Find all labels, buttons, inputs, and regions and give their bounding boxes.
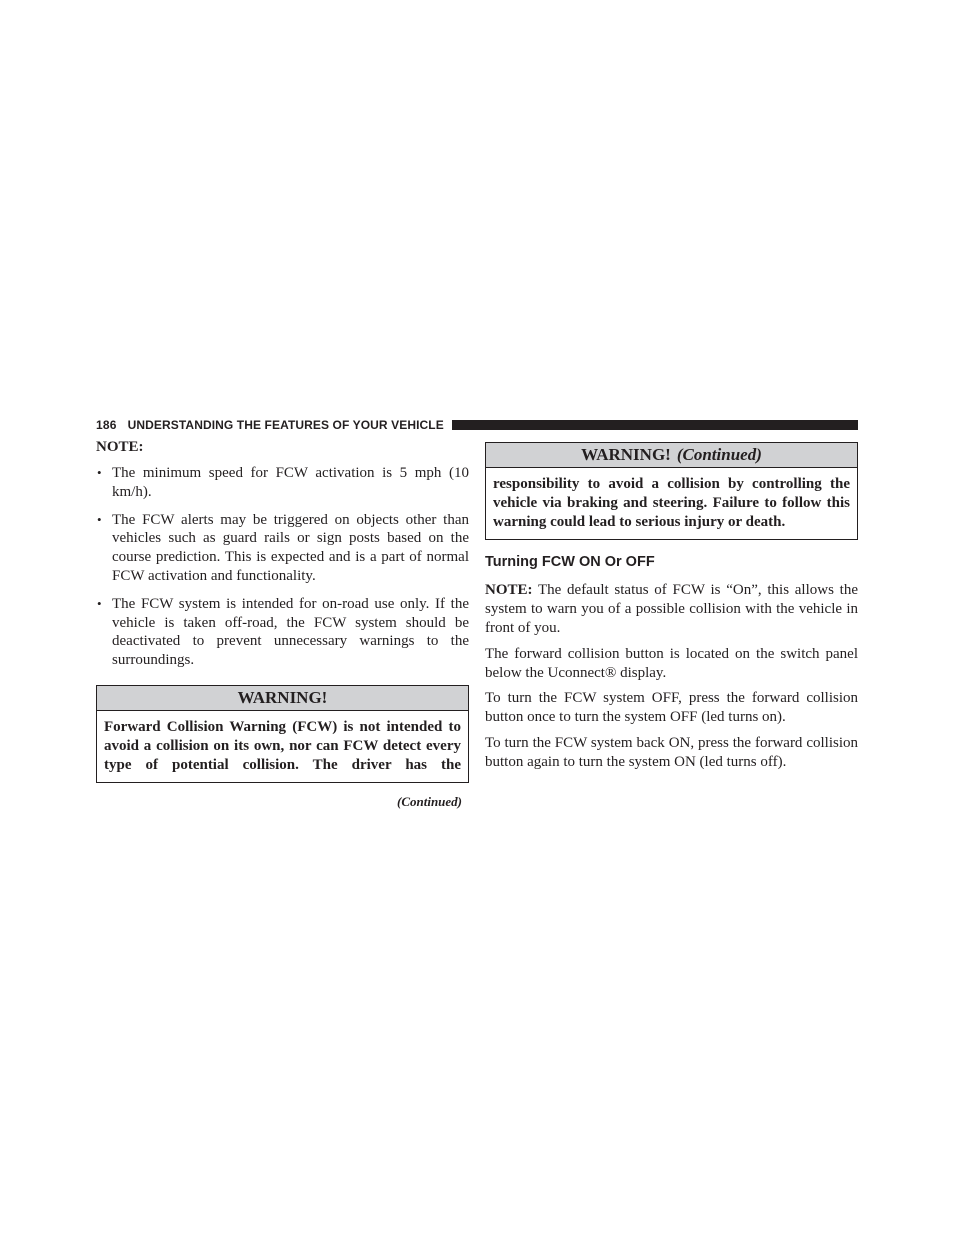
warning-title: WARNING! bbox=[97, 686, 468, 711]
bullet-icon: • bbox=[97, 595, 102, 611]
header-rule bbox=[452, 420, 858, 430]
continued-tag: (Continued) bbox=[676, 445, 762, 464]
section-title: UNDERSTANDING THE FEATURES OF YOUR VEHICLE bbox=[127, 418, 444, 432]
left-column bbox=[96, 438, 469, 810]
warning-text-continued: responsibility to avoid a collision by controlling the vehicle via braking and steering. Failure to follow this warning could lead to serious injury or death. bbox=[493, 476, 850, 530]
page-header bbox=[96, 417, 858, 433]
right-column bbox=[485, 438, 858, 779]
list-item: • The FCW system is intended for on-road use only. If the vehicle is taken off-road, the FCW system should be deactivated to prevent unnecessary warnings to the surroundings. bbox=[97, 595, 469, 669]
note-paragraph: NOTE: The default status of FCW is “On”, this allows the system to warn you of a possible collision with the vehicle in front of you. bbox=[485, 582, 858, 636]
list-item: • The FCW alerts may be triggered on objects other than vehicles such as guard rails or sign posts based on the course prediction. This is expected and is a part of normal FCW activation and functionality. bbox=[97, 511, 469, 584]
bullet-icon: • bbox=[97, 511, 102, 527]
page-number: 186 bbox=[96, 418, 117, 432]
bullet-icon: • bbox=[97, 465, 102, 480]
continued-label: (Continued) bbox=[396, 794, 462, 810]
subheading: Turning FCW ON Or OFF bbox=[485, 554, 655, 571]
note-label: NOTE: bbox=[96, 439, 144, 455]
paragraph: To turn the FCW system OFF, press the forward collision button once to turn the system OFF (led turns on). bbox=[485, 690, 858, 726]
list-item: • The minimum speed for FCW activation is 5 mph (10 km/h). bbox=[97, 465, 469, 500]
paragraph: The forward collision button is located on the switch panel below the Uconnect® display. bbox=[485, 645, 858, 681]
note-bullet-list bbox=[96, 464, 469, 670]
note-label: NOTE: bbox=[485, 582, 533, 599]
paragraph: To turn the FCW system back ON, press the forward collision button again to turn the system ON (led turns off). bbox=[485, 734, 858, 770]
warning-title-continued: WARNING! (Continued) bbox=[486, 443, 857, 468]
warning-text: Forward Collision Warning (FCW) is not intended to avoid a collision on its own, nor can FCW detect every type of potential collision. The driver has the bbox=[104, 718, 461, 773]
warning-box-continued bbox=[485, 442, 858, 540]
warning-box bbox=[96, 685, 469, 783]
